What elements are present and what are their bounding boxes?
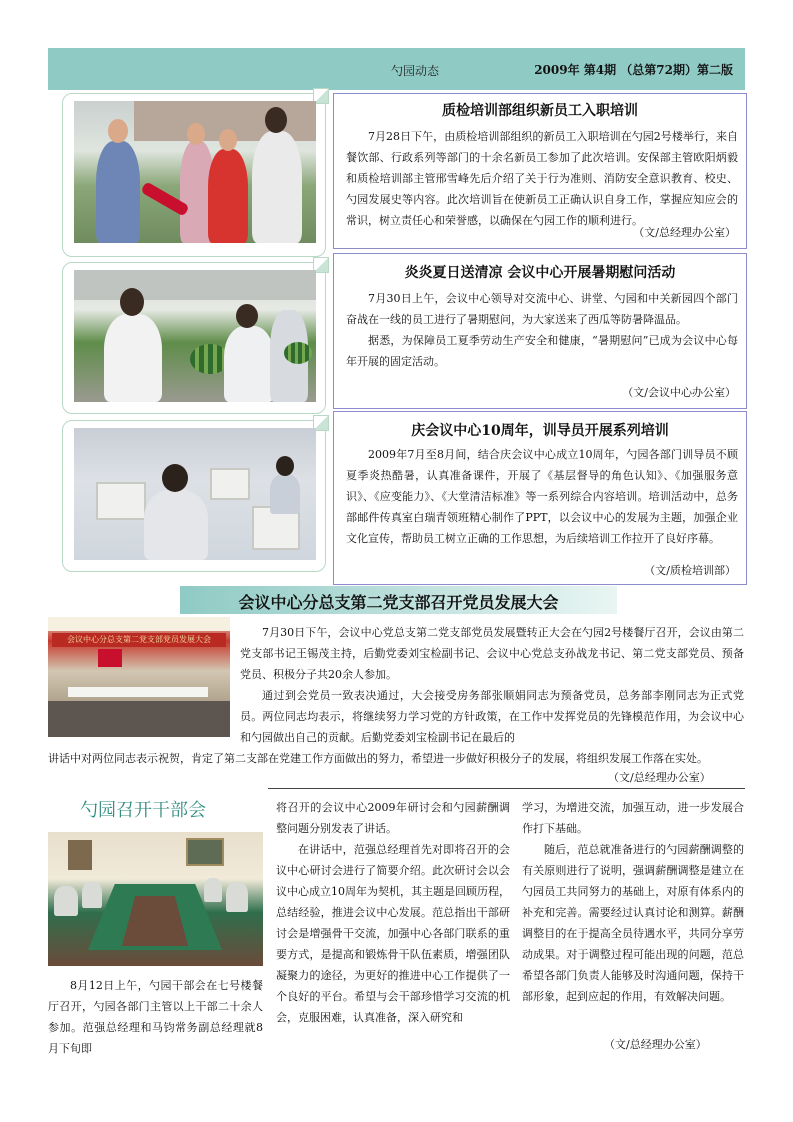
article-anniversary-training <box>333 411 747 585</box>
issue-info: 2009年 第4期 （总第72期）第二版 <box>534 63 733 77</box>
article-signature: （文/总经理办公室） <box>633 226 736 239</box>
article-body: 7月30日下午，会议中心党总支第二党支部党员发展暨转正大会在勺园2号楼餐厅召开，会议由第二党支部书记王锡茂主持，后勤党委刘宝检副书记、会议中心党总支孙战龙书记、第二党支部党员、预备党员、积极分子共20余人参加。 <box>240 626 744 681</box>
article-col2b: 在讲话中，范强总经理首先对即将召开的会议中心研讨会进行了简要介绍。此次研讨会以会议中心成立10周年为契机，其主题是回顾历程，总结经验，推进会议中心发展。范总指出干部研讨会是增强骨干交流，加强中心各部门联系的重要方式，是提高和锻炼骨干队伍素质，增强团队凝聚力的途径，为更好的推进中心工作提供了一个良好的平台。希望与会干部珍惜学习交流的机会，克服困难，认真准备，深入研究和 <box>276 843 510 1024</box>
article-body: 7月28日下午，由质检培训部组织的新员工入职培训在勺园2号楼举行，来自餐饮部、行政系列等部门的十余名新员工参加了此次培训。安保部主管欧阳炳毅和质检培训部主管邢雪峰先后介绍了关于行为准则、消防安全意识教育、校史、勺园发展史等内容。此次培训旨在使新员工正确认识自身工作，掌握应知应会的常识，树立责任心和荣誉感，以确保在勺园工作的顺利进行。 <box>346 130 738 227</box>
section-banner <box>180 586 617 614</box>
photo-computer-training <box>74 428 316 560</box>
photo-banner-text: 会议中心分总支第二党支部党员发展大会 <box>52 633 226 647</box>
article-signature: （文/总经理办公室） <box>604 1038 707 1051</box>
photo-summer-visit <box>74 270 316 402</box>
article-title: 质检培训部组织新员工入职培训 <box>442 103 638 119</box>
article-title: 会议中心分总支第二党支部召开党员发展大会 <box>238 593 559 612</box>
article-title: 庆会议中心10周年，训导员开展系列培训 <box>411 423 669 439</box>
article-col3a: 学习，为增进交流，加强互动，进一步发展合作打下基础。 <box>522 801 744 835</box>
article-body: 通过到会党员一致表决通过，大会接受房务部张顺娟同志为预备党员，总务部李刚同志为正式党员。两位同志均表示，将继续努力学习党的方针政策，在工作中发挥党员的先锋模范作用，为会议中心和勺园做出自己的贡献。后勤党委刘宝检副书记在最后的 <box>240 689 744 744</box>
article-title: 炎炎夏日送清凉 会议中心开展暑期慰问活动 <box>404 265 676 281</box>
article-col1: 8月12日上午，勺园干部会在七号楼餐厅召开，勺园各部门主管以上干部二十余人参加。范强总经理和马钧常务副总经理就8月下旬即 <box>48 979 263 1055</box>
article-body: 7月30日上午，会议中心领导对交流中心、讲堂、勺园和中关新园四个部门奋战在一线的员工进行了暑期慰问，为大家送来了西瓜等防暑降温品。 <box>346 292 738 326</box>
photo-party-meeting <box>48 617 230 737</box>
article-summer-visit <box>333 253 747 409</box>
page-header <box>48 48 745 90</box>
flag-icon <box>98 649 122 667</box>
article-body: 据悉，为保障员工夏季劳动生产安全和健康，“暑期慰问”已成为会议中心每年开展的固定活动。 <box>346 334 738 368</box>
photo-fire-training <box>74 101 316 243</box>
article-new-staff-training <box>333 93 747 249</box>
article-signature: （文/会议中心办公室） <box>622 386 736 399</box>
article-col2a: 将召开的会议中心2009年研讨会和勺园薪酬调整问题分别发表了讲话。 <box>276 801 510 835</box>
publication-name: 勺园动态 <box>391 64 440 78</box>
article-col3b: 随后，范总就准备进行的勺园薪酬调整的有关原则进行了说明，强调薪酬调整是建立在勺园员工共同努力的基础上，对原有体系内的补充和完善。需要经过认真讨论和测算。薪酬调整目的在于提高全员待遇水平，共同分享劳动成果。对于调整过程可能出现的问题，范总希望各部门负责人能够及时沟通问题，保持干部形象，起到应起的作用，有效解决问题。 <box>522 843 744 1003</box>
divider <box>268 788 745 789</box>
article-signature: （文/质检培训部） <box>644 564 736 577</box>
article-body: 讲话中对两位同志表示祝贺，肯定了第二支部在党建工作方面做出的努力，希望进一步做好积极分子的发展，将组织发展工作落在实处。 <box>48 752 708 765</box>
photo-cadre-meeting <box>48 832 263 966</box>
article-title: 勺园召开干部会 <box>80 800 206 821</box>
article-signature: （文/总经理办公室） <box>608 771 711 784</box>
article-body: 2009年7月至8月间，结合庆会议中心成立10周年，勺园各部门训导员不顾夏季炎热酷暑，认真准备课件，开展了《基层督导的角色认知》、《加强服务意识》、《应变能力》、《大堂清洁标准》等一系列综合内容培训。培训活动中，总务部邮件传真室白瑞青领班精心制作了PPT，以会议中心的发展为主题，加强企业文化宣传，帮助员工树立正确的工作思想，为后续培训工作拉开了良好序幕。 <box>346 448 738 545</box>
